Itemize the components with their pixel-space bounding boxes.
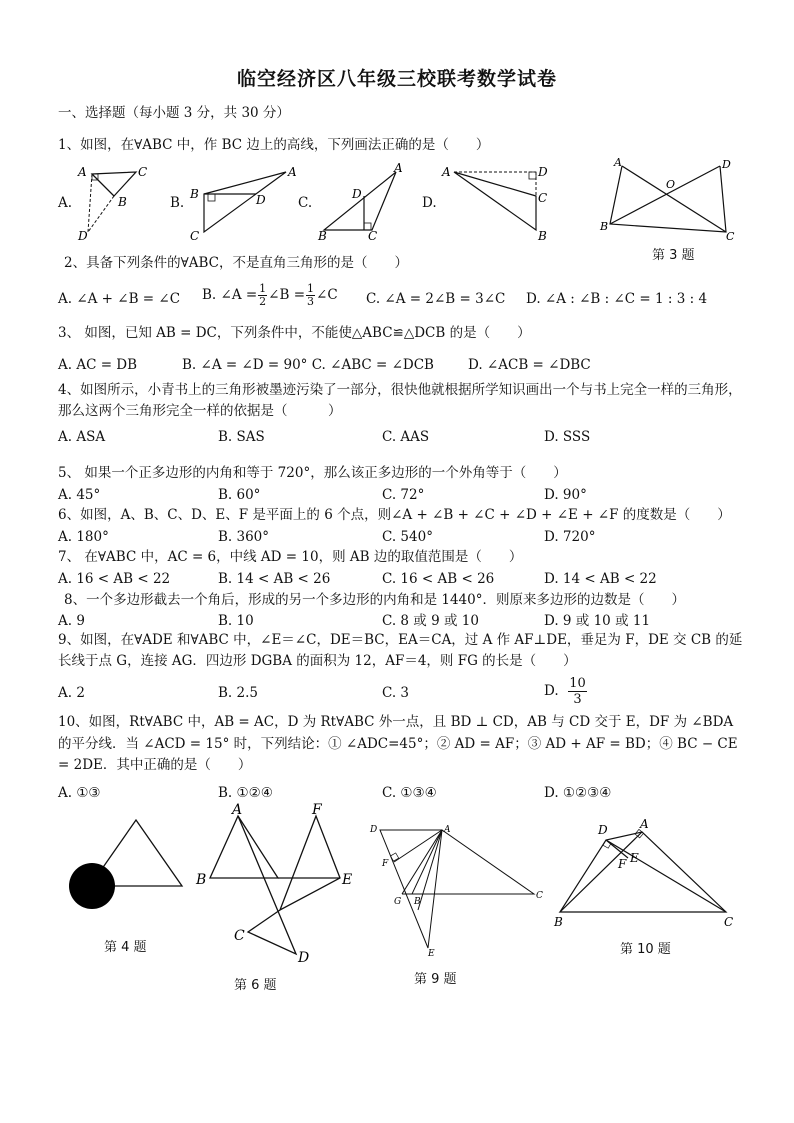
label-c: C xyxy=(536,891,543,901)
question-4-text: 4、如图所示，小青书上的三角形被墨迹污染了一部分，很快他就根据所学知识画出一个与书上完全一样的三角形，那么这两个三角形完全一样的依据是（ ） xyxy=(58,382,742,419)
label-b: B xyxy=(600,220,609,233)
q9-option-d: D. $\frac{10}{3}$ xyxy=(544,676,586,707)
q10-option-a: A. ①③ xyxy=(58,785,101,801)
label-d: D xyxy=(722,158,731,171)
q4-option-a: A. ASA xyxy=(58,429,106,445)
figure-9-caption: 第 9 题 xyxy=(414,972,457,987)
q2-option-a: A. ∠A + ∠B = ∠C xyxy=(58,291,181,307)
q10-option-c: C. ①③④ xyxy=(382,785,437,801)
label-b: B xyxy=(538,229,547,243)
q1-option-b-label: B. xyxy=(170,195,185,211)
q2-option-b: B. ∠A = $\frac{1}{2}$ ∠B = $\frac{1}{3}$ ∠C xyxy=(202,282,338,308)
label-b: B xyxy=(190,187,199,201)
q2-option-d: D. ∠A : ∠B : ∠C = 1 : 3 : 4 xyxy=(526,291,708,307)
q7-option-d: D. 14 < AB < 22 xyxy=(544,571,657,587)
q7-option-c: C. 16 < AB < 26 xyxy=(382,571,495,587)
question-2-text: 2、具备下列条件的∀ABC，不是直角三角形的是（ ） xyxy=(64,255,408,271)
label-b: B xyxy=(318,229,327,243)
label-c: C xyxy=(368,229,378,243)
label-c: C xyxy=(538,191,548,205)
q1-option-a-label: A. xyxy=(58,195,73,211)
q6-option-b: B. 360° xyxy=(218,529,270,545)
label-d: D xyxy=(256,193,266,207)
q1-figure-c xyxy=(316,160,416,244)
label-d: D xyxy=(370,825,378,835)
label-e: E xyxy=(630,851,639,865)
q5-option-a: A. 45° xyxy=(58,487,101,503)
label-d: D xyxy=(598,823,608,837)
question-10-text: 10、如图，Rt∀ABC 中，AB = AC，D 为 Rt∀ABC 外一点，且 BD ⊥ CD，AB 与 CD 交于 E，DF 为 ∠BDA 的平分线．当 ∠ACD = 15° 时，下列结论：① ∠ADC=45°；② AD = AF；③ AD + AF = BD；④ BC − CE = 2DE．其中正确的是（ ） xyxy=(58,714,738,773)
q6-option-c: C. 540° xyxy=(382,529,433,545)
q10-option-d: D. ①②③④ xyxy=(544,785,612,801)
q8-option-a: A. 9 xyxy=(58,613,85,629)
q9-option-a: A. 2 xyxy=(58,685,85,701)
page-title: 临空经济区八年级三校联考数学试卷 xyxy=(236,68,557,90)
q2-option-c: C. ∠A = 2∠B = 3∠C xyxy=(366,291,506,307)
label-c: C xyxy=(726,230,735,243)
q3-option-d: D. ∠ACB = ∠DBC xyxy=(468,357,591,373)
q7-option-b: B. 14 < AB < 26 xyxy=(218,571,331,587)
question-7-text: 7、 在∀ABC 中，AC = 6，中线 AD = 10，则 AB 边的取值范围是（ ） xyxy=(58,549,523,565)
q7-option-a: A. 16 < AB < 22 xyxy=(58,571,171,587)
figure-6-caption: 第 6 题 xyxy=(234,978,277,993)
label-e: E xyxy=(428,949,435,959)
q5-option-b: B. 60° xyxy=(218,487,261,503)
label-d: D xyxy=(352,187,362,201)
question-5-text: 5、 如果一个正多边形的内角和等于 720°，那么该正多边形的一个外角等于（ ） xyxy=(58,465,567,481)
label-c: C xyxy=(190,229,200,243)
label-b: B xyxy=(554,915,563,929)
figure-10 xyxy=(552,812,740,932)
q4-option-d: D. SSS xyxy=(544,429,591,445)
q3-option-b-c: B. ∠A = ∠D = 90° C. ∠ABC = ∠DCB xyxy=(182,357,434,373)
label-f: F xyxy=(382,859,389,869)
label-d: D xyxy=(78,229,88,243)
label-o: O xyxy=(666,178,676,191)
section-heading: 一、选择题（每小题 3 分，共 30 分） xyxy=(58,105,290,121)
label-f: F xyxy=(312,802,322,818)
figure-3-caption: 第 3 题 xyxy=(652,248,695,263)
figure-3 xyxy=(596,154,746,244)
label-d: D xyxy=(298,950,310,966)
label-d: D xyxy=(538,165,548,179)
q4-option-c: C. AAS xyxy=(382,429,430,445)
label-a: A xyxy=(394,161,403,175)
label-b: B xyxy=(414,897,421,907)
label-c: C xyxy=(138,165,148,179)
figure-4-caption: 第 4 题 xyxy=(104,940,147,955)
q1-figure-a xyxy=(72,160,152,244)
q5-option-d: D. 90° xyxy=(544,487,587,503)
label-c: C xyxy=(724,915,734,929)
label-b: B xyxy=(196,872,207,888)
label-b: B xyxy=(118,195,127,209)
q1-option-d-label: D. xyxy=(422,195,437,211)
q5-option-c: C. 72° xyxy=(382,487,425,503)
q6-option-a: A. 180° xyxy=(58,529,109,545)
question-3-text: 3、 如图，已知 AB = DC，下列条件中，不能使△ABC≌△DCB 的是（ ） xyxy=(58,325,531,341)
label-e: E xyxy=(342,872,353,888)
figure-6 xyxy=(192,800,364,970)
label-a: A xyxy=(288,165,297,179)
question-9-text: 9、如图，在∀ADE 和∀ABC 中，∠E＝∠C，DE＝BC，EA＝CA，过 A 作 AF⊥DE，垂足为 F，DE 交 CB 的延长线于点 G，连接 AG．四边形 DGBA 的面积为 12，AF＝4，则 FG 的长是（ ） xyxy=(58,632,743,669)
label-a: A xyxy=(442,165,451,179)
q8-option-d: D. 9 或 10 或 11 xyxy=(544,613,651,629)
q4-option-b: B. SAS xyxy=(218,429,265,445)
q8-option-b: B. 10 xyxy=(218,613,254,629)
label-f: F xyxy=(618,857,627,871)
figure-10-caption: 第 10 题 xyxy=(620,942,671,957)
figure-9 xyxy=(366,818,552,960)
q3-option-a: A. AC = DB xyxy=(58,357,138,373)
q8-option-c: C. 8 或 9 或 10 xyxy=(382,613,479,629)
q9-option-b: B. 2.5 xyxy=(218,685,258,701)
label-c: C xyxy=(234,928,245,944)
question-6-text: 6、如图，A、B、C、D、E、F 是平面上的 6 个点，则∠A + ∠B + ∠C + ∠D + ∠E + ∠F 的度数是（ ） xyxy=(58,507,731,523)
label-a: A xyxy=(614,156,622,169)
label-a: A xyxy=(232,802,243,818)
figure-4 xyxy=(64,814,190,914)
label-a: A xyxy=(640,817,649,831)
q1-figure-d xyxy=(440,160,556,244)
q9-option-c: C. 3 xyxy=(382,685,410,701)
ink-blot xyxy=(69,863,115,909)
label-g: G xyxy=(394,897,402,907)
q6-option-d: D. 720° xyxy=(544,529,596,545)
q10-option-b: B. ①②④ xyxy=(218,785,273,801)
q1-figure-b xyxy=(186,160,306,244)
label-a: A xyxy=(444,825,451,835)
label-a: A xyxy=(78,165,87,179)
q1-option-c-label: C. xyxy=(298,195,313,211)
question-1-text: 1、如图，在∀ABC 中，作 BC 边上的高线，下列画法正确的是（ ） xyxy=(58,137,490,153)
question-8-text: 8、一个多边形截去一个角后，形成的另一个多边形的内角和是 1440°．则原来多边形的边数是（ ） xyxy=(64,592,685,608)
